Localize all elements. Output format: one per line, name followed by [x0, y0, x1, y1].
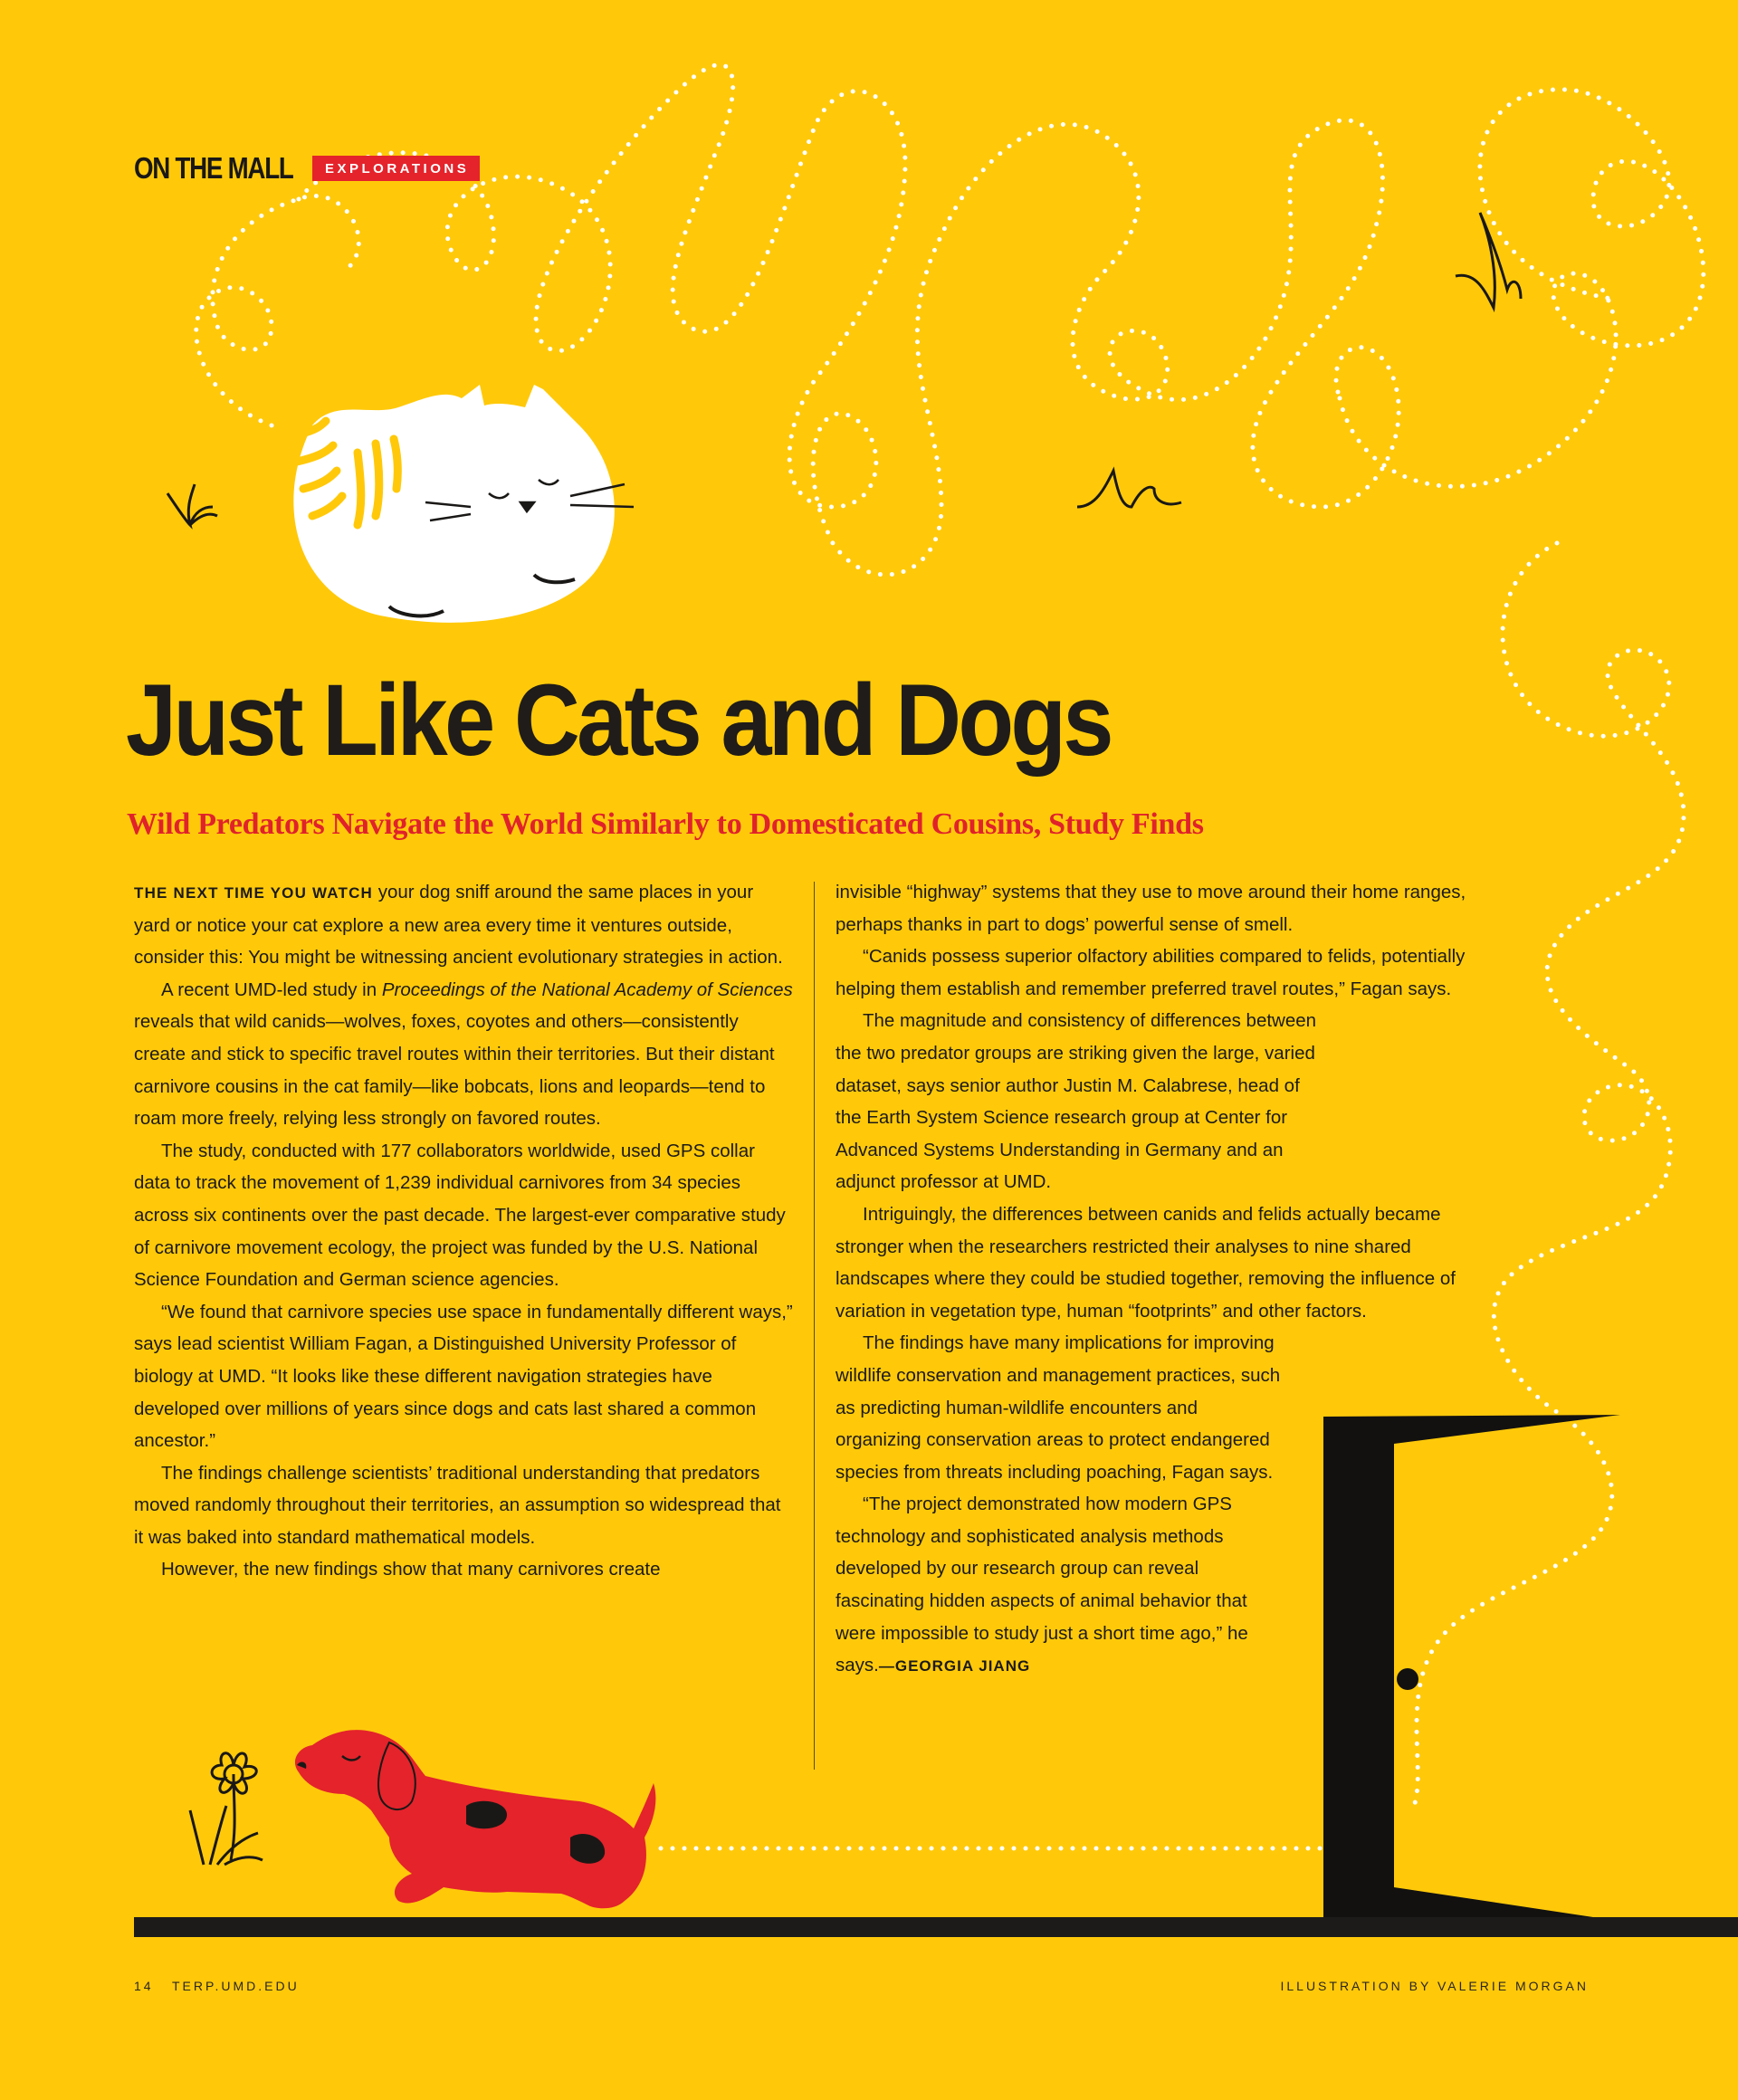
byline: —GEORGIA JIANG — [878, 1657, 1031, 1675]
paragraph: Intriguingly, the differences between canids and felids actually became stronger when the researchers restricted their analyses to nine shared landscapes where they could be studied together, removing the influence of variation in vegetation type, human “footprints” and other factors. — [836, 1203, 1456, 1322]
dek: Wild Predators Navigate the World Similarly to Domesticated Cousins, Study Finds — [127, 807, 1204, 841]
dotted-path-right — [1340, 90, 1704, 486]
paragraph: “Canids possess superior olfactory abilities compared to felids, potentially helping them establish and remember preferred travel routes,” Fagan says. — [836, 946, 1466, 999]
section-tag: EXPLORATIONS — [312, 156, 480, 181]
paragraph — [134, 974, 793, 1135]
paragraph — [134, 876, 793, 974]
ground-line — [134, 1917, 1738, 1937]
paragraph-text: “The project demonstrated how modern GPS technology and sophisticated analysis methods developed by our research group can reveal fascinating hidden aspects of animal behavior that were impossible to study just a short time ago,” he says. — [836, 1494, 1248, 1676]
paragraph: The findings have many implications for improving wildlife conservation and management practices, such as predicting human-wildlife encounters and organizing conservation areas to protect endangered species from threats including poaching, Fagan says. — [836, 1332, 1281, 1483]
paragraph: However, the new findings show that many carnivores create — [161, 1559, 661, 1580]
illustration-credit: ILLUSTRATION BY VALERIE MORGAN — [1280, 1979, 1589, 1993]
paragraph-text: A recent UMD-led study in — [161, 978, 382, 1000]
grass-tuft-left — [167, 484, 217, 525]
paragraph: The findings challenge scientists’ traditional understanding that predators moved randomly throughout their territories, an assumption so widespread that it was baked into standard mathematical models. — [134, 1462, 781, 1548]
grass-tuft-top-right — [1456, 213, 1521, 308]
lead-in: THE NEXT TIME YOU WATCH — [134, 884, 374, 902]
cat-illustration — [293, 385, 634, 623]
paragraph: The study, conducted with 177 collaborators worldwide, used GPS collar data to track the movement of 1,239 individual carnivores from 34 species across six continents over the past decade. The largest-ever comparative study of carnivore movement ecology, the project was funded by the U.S. National Science Foundation and German science agencies. — [134, 1140, 786, 1291]
flower-illustration — [190, 1753, 263, 1865]
journal-title: Proceedings of the National Academy of Sciences — [381, 978, 793, 1000]
dog-illustration — [295, 1730, 655, 1908]
paragraph: “We found that carnivore species use space in fundamentally different ways,” says lead scientist William Fagan, a Distinguished University Professor of biology at UMD. “It looks like these different navigation strategies have developed over millions of years since dogs and cats last shared a common ancestor.” — [134, 1301, 793, 1452]
page-folio: 14 TERP.UMD.EDU — [134, 1979, 300, 1993]
dotted-path-left — [196, 196, 359, 425]
dog-ear — [378, 1742, 415, 1809]
paragraph-text: your dog sniff around the same places in your yard or notice your cat explore a new area every time it ventures outside, consider this: You might be witnessing ancient evolutionary strategies in action. — [134, 882, 783, 969]
article-column-1 — [134, 876, 793, 1586]
grass-tuft-mid — [1077, 471, 1181, 507]
article-column-2 — [836, 876, 1487, 1683]
paragraph-text: reveals that wild canids—wolves, foxes, coyotes and others—consistently create and stick to specific travel routes within their territories. But their distant carnivore cousins in the cat family—like bobcats, lions and leopards—tend to roam more freely, relying less strongly on favored routes. — [134, 1011, 775, 1130]
paragraph: The magnitude and consistency of differences between the two predator groups are striking given the large, varied dataset, says senior author Justin M. Calabrese, head of the Earth System Science research group at Center for Advanced Systems Understanding in Germany and an adjunct professor at UMD. — [836, 1010, 1317, 1193]
section-label: ON THE MALL — [134, 151, 293, 185]
column-rule — [814, 882, 815, 1770]
cat-body — [293, 385, 615, 623]
paragraph: invisible “highway” systems that they use to move around their home ranges, perhaps thanks in part to dogs’ powerful sense of smell. — [836, 882, 1466, 935]
headline: Just Like Cats and Dogs — [126, 663, 1111, 777]
paragraph — [836, 1488, 1288, 1683]
section-kicker — [134, 150, 480, 186]
